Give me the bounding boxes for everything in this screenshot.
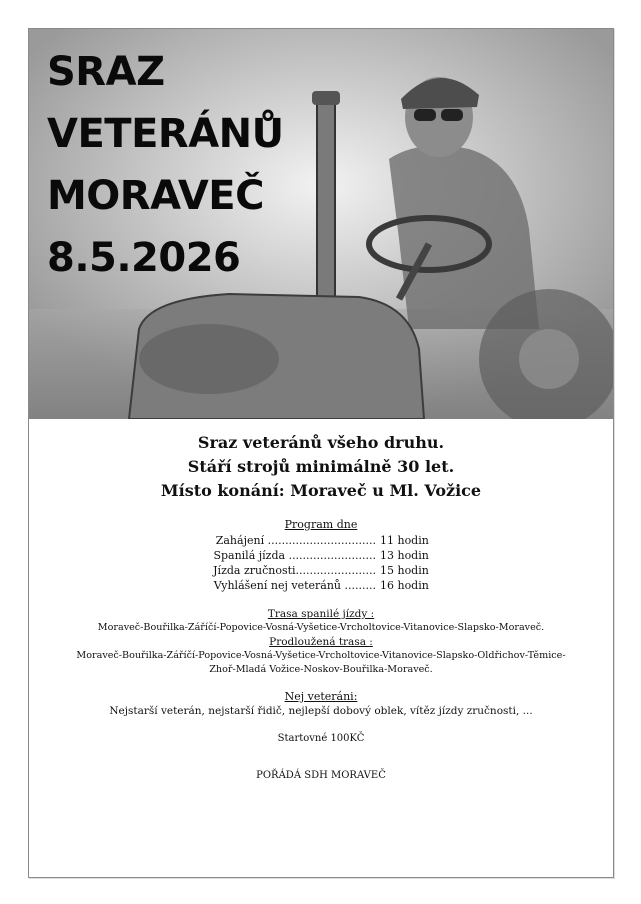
poster-content bbox=[29, 419, 613, 781]
poster-page bbox=[28, 28, 614, 878]
program-row-time: 16 hodin bbox=[379, 579, 429, 592]
program-row-label: Spanilá jízda ......................... bbox=[213, 549, 376, 562]
program-row-time: 15 hodin bbox=[379, 564, 429, 577]
long-route-text-line-1: Moraveč-Bouřilka-Záříčí-Popovice-Vosná-Vyšetice-Vrcholtovice-Vitanovice-Slapsko-Oldřichov-Těmice- bbox=[76, 650, 566, 661]
event-headline bbox=[47, 41, 284, 289]
veterans-title: Nej veteráni: bbox=[284, 690, 358, 703]
short-route-title: Trasa spanilé jízdy : bbox=[267, 608, 375, 620]
intro-line-3: Místo konání: Moraveč u Ml. Vožice bbox=[160, 481, 482, 500]
program-row bbox=[213, 533, 429, 548]
short-route-text: Moraveč-Bouřilka-Záříčí-Popovice-Vosná-Vyšetice-Vrcholtovice-Vitanovice-Slapsko-Moraveč. bbox=[97, 622, 545, 633]
organizer: POŘÁDÁ SDH MORAVEČ bbox=[256, 770, 386, 781]
program-row bbox=[213, 548, 429, 563]
program-table bbox=[213, 533, 429, 593]
tractor-photo bbox=[29, 29, 613, 419]
intro-block bbox=[29, 431, 613, 503]
long-route-title: Prodloužená trasa : bbox=[269, 636, 373, 648]
program-title: Program dne bbox=[284, 518, 358, 531]
program-row bbox=[213, 578, 429, 593]
veterans-block bbox=[29, 689, 613, 719]
intro-line-2: Stáří strojů minimálně 30 let. bbox=[187, 457, 455, 476]
program-block bbox=[29, 517, 613, 593]
headline-line-3: MORAVEČ bbox=[47, 173, 264, 219]
long-route-text-line-2: Zhoř-Mladá Vožice-Noskov-Bouřilka-Moraveč. bbox=[209, 664, 433, 675]
headline-line-1: SRAZ bbox=[47, 49, 165, 95]
headline-line-4: 8.5.2026 bbox=[47, 235, 241, 281]
program-row-label: Vyhlášení nej veteránů ......... bbox=[213, 579, 376, 592]
program-row-time: 13 hodin bbox=[379, 549, 429, 562]
program-row-label: Zahájení ............................... bbox=[215, 534, 376, 547]
program-row-label: Jízda zručnosti....................... bbox=[213, 564, 376, 577]
entry-fee: Startovné 100KČ bbox=[277, 733, 365, 744]
program-row bbox=[213, 563, 429, 578]
veterans-text: Nejstarší veterán, nejstarší řidič, nejlepší dobový oblek, vítěz jízdy zručnosti, ... bbox=[109, 705, 533, 717]
program-row-time: 11 hodin bbox=[379, 534, 429, 547]
headline-line-2: VETERÁNŮ bbox=[47, 111, 284, 157]
intro-line-1: Sraz veteránů všeho druhu. bbox=[197, 433, 445, 452]
routes-block bbox=[29, 607, 613, 677]
